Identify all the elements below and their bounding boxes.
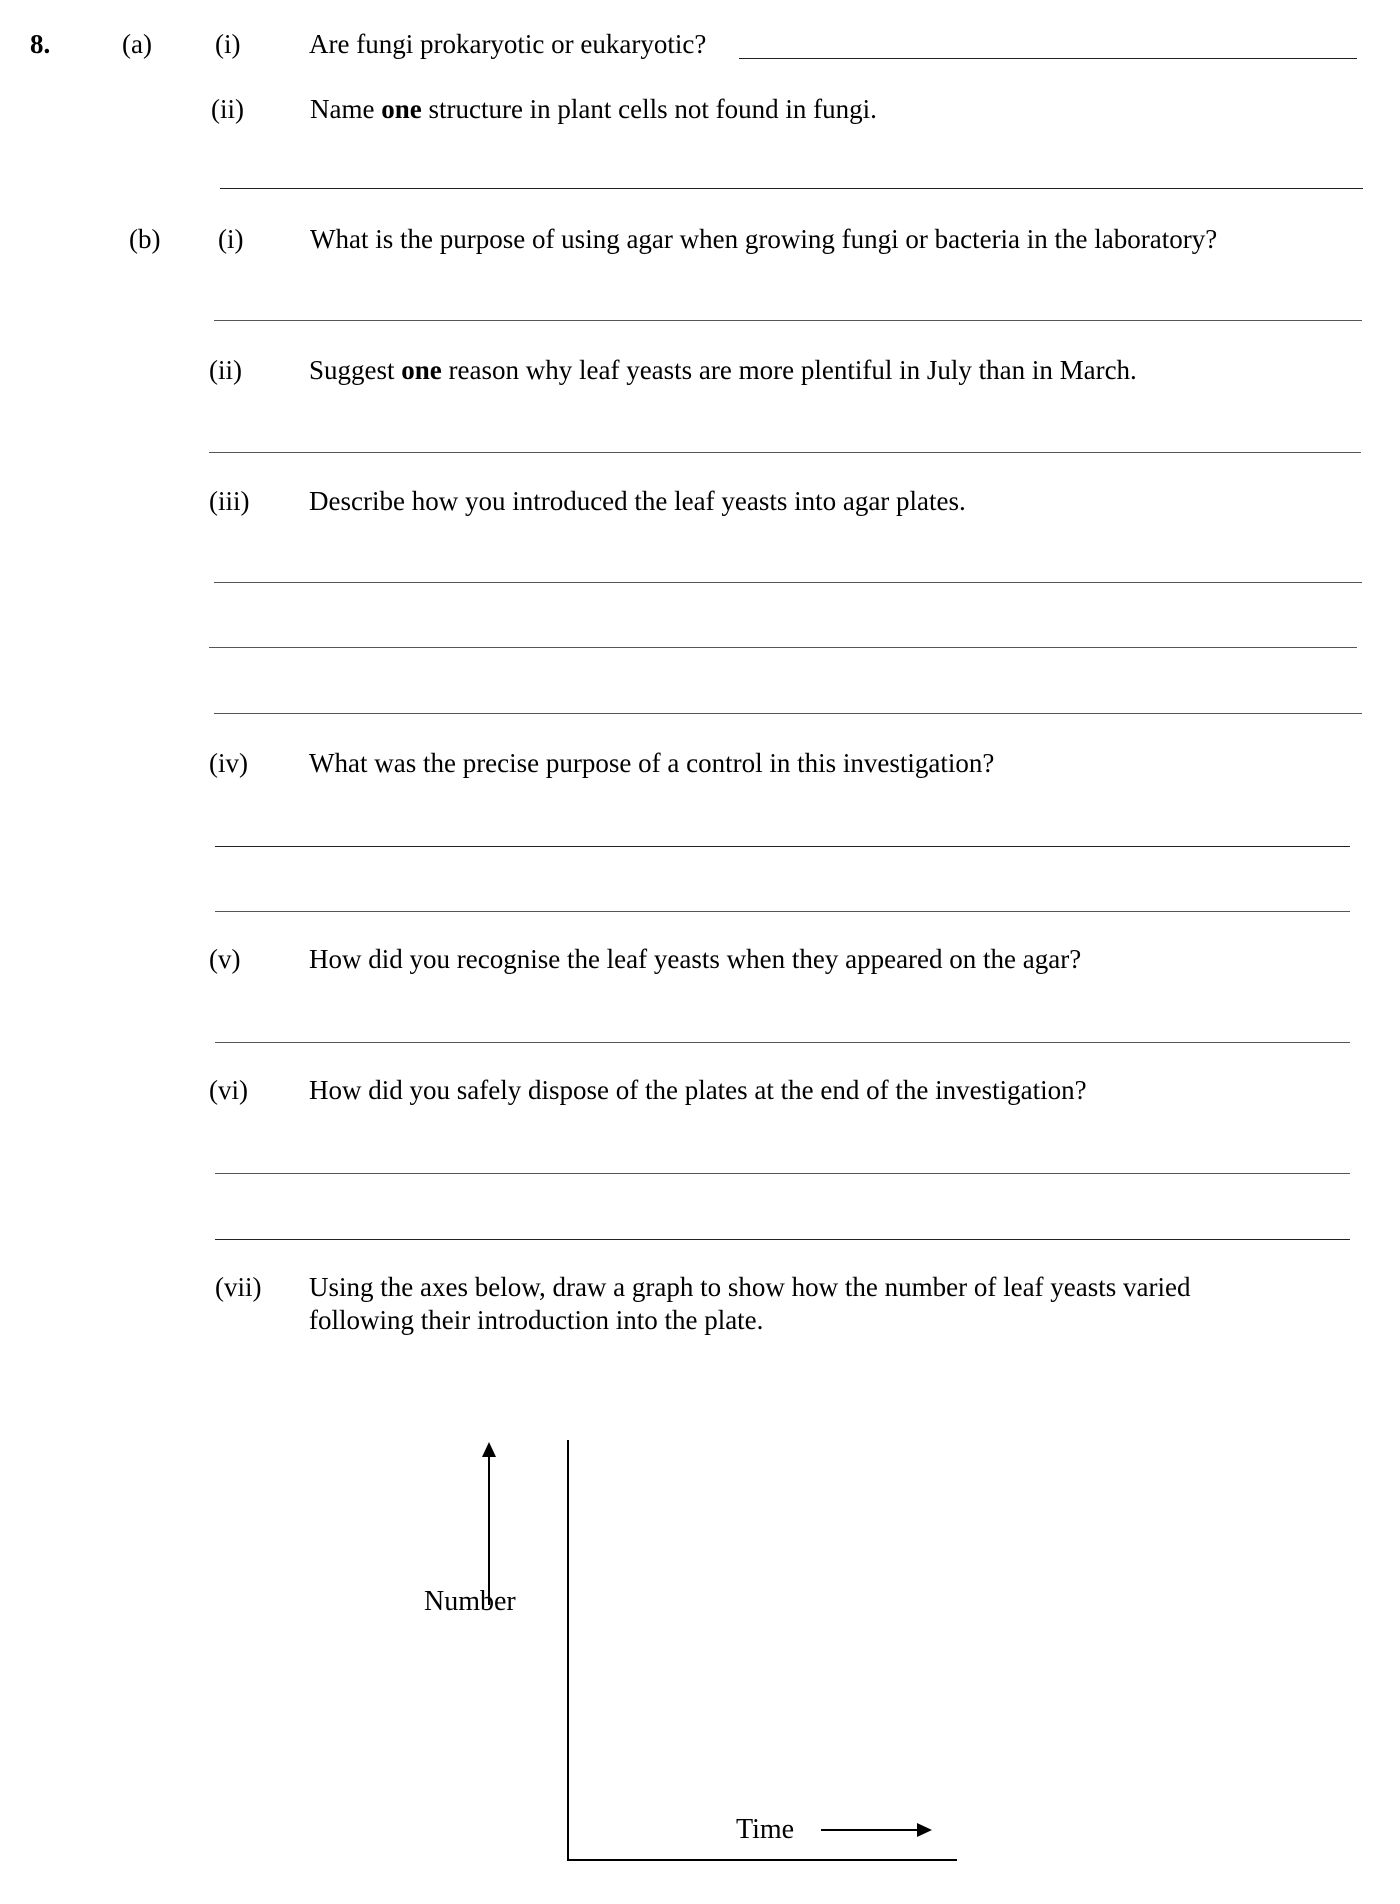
question-text-a-i: Are fungi prokaryotic or eukaryotic? xyxy=(309,29,707,59)
item-label-b-ii: (ii) xyxy=(209,355,242,385)
answer-line-b-i[interactable] xyxy=(214,320,1362,321)
question-text-b-v: How did you recognise the leaf yeasts when they appeared on the agar? xyxy=(309,944,1082,974)
question-text-b-i: What is the purpose of using agar when growing fungi or bacteria in the laboratory? xyxy=(310,224,1218,254)
item-label-b-v: (v) xyxy=(209,944,241,974)
answer-line-a-ii[interactable] xyxy=(220,188,1363,189)
answer-line-b-iv-1[interactable] xyxy=(215,846,1350,847)
question-text-b-iii: Describe how you introduced the leaf yeasts into agar plates. xyxy=(309,486,966,516)
question-text-a-ii xyxy=(310,93,877,125)
item-label-b-i: (i) xyxy=(218,224,244,254)
x-axis xyxy=(567,1859,957,1861)
item-label-b-vii: (vii) xyxy=(215,1272,262,1302)
text-segment: structure in plant cells not found in fungi. xyxy=(421,94,877,124)
item-label-b-vi: (vi) xyxy=(209,1075,248,1105)
question-text-b-vi: How did you safely dispose of the plates at the end of the investigation? xyxy=(309,1075,1087,1105)
text-segment: Suggest xyxy=(309,355,402,385)
text-segment: Name xyxy=(310,94,382,124)
arrow-up-icon xyxy=(480,1440,500,1610)
answer-line-b-iii-1[interactable] xyxy=(214,582,1362,583)
part-a-label: (a) xyxy=(122,29,152,59)
question-text-b-iv: What was the precise purpose of a control in this investigation? xyxy=(309,748,995,778)
y-axis-label: Number xyxy=(424,1586,516,1617)
answer-line-b-iv-2[interactable] xyxy=(215,911,1350,912)
text-segment: reason why leaf yeasts are more plentiful in July than in March. xyxy=(441,355,1137,385)
emphasis-text: one xyxy=(381,94,422,124)
answer-line-b-ii[interactable] xyxy=(209,452,1361,453)
item-label-a-i: (i) xyxy=(215,29,241,59)
item-label-b-iii: (iii) xyxy=(209,486,250,516)
y-axis xyxy=(567,1440,569,1861)
question-text-b-ii xyxy=(309,354,1137,386)
answer-line-b-iii-3[interactable] xyxy=(214,713,1362,714)
question-text-b-vii-line2: following their introduction into the plate. xyxy=(309,1305,764,1335)
answer-line-a-i[interactable] xyxy=(739,58,1357,59)
question-number: 8. xyxy=(30,29,51,59)
arrow-right-icon xyxy=(820,1820,935,1840)
x-axis-label: Time xyxy=(736,1814,795,1845)
part-b-label: (b) xyxy=(129,224,161,254)
graph-area[interactable] xyxy=(568,1440,958,1860)
answer-line-b-vi-2[interactable] xyxy=(215,1239,1350,1240)
item-label-a-ii: (ii) xyxy=(211,94,244,124)
answer-line-b-iii-2[interactable] xyxy=(209,647,1357,648)
item-label-b-iv: (iv) xyxy=(209,748,248,778)
emphasis-text: one xyxy=(401,355,442,385)
answer-line-b-vi-1[interactable] xyxy=(215,1173,1350,1174)
question-text-b-vii-line1: Using the axes below, draw a graph to show how the number of leaf yeasts varied xyxy=(309,1272,1191,1302)
answer-line-b-v[interactable] xyxy=(215,1042,1350,1043)
